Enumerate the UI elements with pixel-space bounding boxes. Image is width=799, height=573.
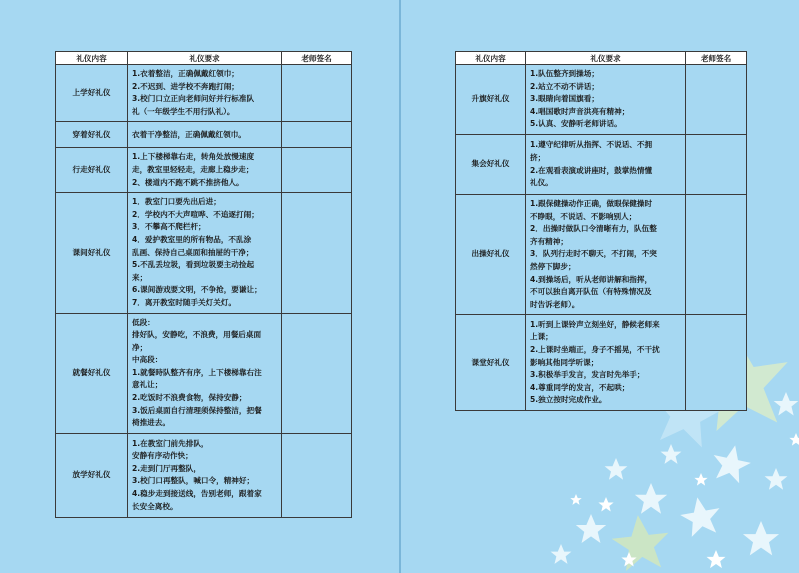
requirement-line: 影响其他同学听课； (530, 357, 599, 367)
signature-cell[interactable] (282, 433, 352, 517)
header-content: 礼仪内容 (456, 52, 526, 65)
header-content: 礼仪内容 (56, 52, 128, 65)
row-requirements (128, 65, 282, 122)
requirement-line: 安静有序动作快； (132, 451, 193, 461)
requirement-line: 时告诉老师）。 (530, 299, 580, 309)
requirement-line: 4.稳步走到接送线，告别老师，跟着家 (132, 488, 262, 498)
requirement-line: 长安全离校。 (132, 501, 178, 511)
table-row (56, 433, 352, 517)
table-row (456, 65, 747, 135)
star-icon (707, 550, 726, 568)
header-requirement: 礼仪要求 (128, 52, 282, 65)
star-icon (709, 441, 754, 484)
requirement-line: 2.在观看表演或讲座时，鼓掌热情懂 (530, 165, 653, 175)
requirement-line: 不睁眼，不说话、不影响别人； (530, 211, 637, 221)
star-icon (605, 458, 628, 480)
table-header-row (456, 52, 747, 65)
requirement-line: 净； (132, 342, 148, 352)
row-category: 集会好礼仪 (456, 135, 526, 195)
requirement-line: 2、楼道内不跑不跳不推挤他人。 (132, 177, 244, 187)
row-category: 放学好礼仪 (56, 433, 128, 517)
requirement-line: 2.上课时坐端正，身子不摇晃，不干扰 (530, 344, 660, 354)
requirement-line: 然停下脚步； (530, 261, 576, 271)
requirement-line: 礼仪。 (530, 178, 553, 188)
header-signature: 老师签名 (686, 52, 747, 65)
row-requirements (128, 148, 282, 193)
row-requirements (526, 65, 686, 135)
table-row (456, 315, 747, 411)
row-category: 升旗好礼仪 (456, 65, 526, 135)
row-category: 行走好礼仪 (56, 148, 128, 193)
requirement-line: 3．不攀高不爬栏杆； (132, 222, 206, 232)
requirement-line: 1.衣着整洁，正确佩戴红领巾； (132, 69, 239, 78)
requirement-line: 衣着干净整洁，正确佩戴红领巾。 (132, 129, 246, 139)
table-row (56, 193, 352, 313)
table-row (456, 135, 747, 195)
requirement-line: 中高段： (132, 355, 163, 365)
requirement-line: 礼（一年级学生不用行队礼）。 (132, 106, 235, 116)
row-category: 课堂好礼仪 (456, 315, 526, 411)
star-icon (765, 468, 788, 490)
requirement-line: 3.眼睛向着国旗看； (530, 94, 599, 104)
requirement-line: 乱画、保持自己桌面和抽屉的干净； (132, 247, 254, 257)
requirement-line: 4.到操场后，听从老师讲解和指挥， (530, 274, 653, 284)
header-requirement: 礼仪要求 (526, 52, 686, 65)
signature-cell[interactable] (686, 315, 747, 411)
row-requirements (526, 135, 686, 195)
requirement-line: 5.不乱丢垃圾，看到垃圾要主动捡起 (132, 260, 255, 270)
requirement-line: 2.走到门厅再整队， (132, 463, 201, 473)
requirement-line: 3.校门口立正向老师问好并行标准队 (132, 94, 255, 104)
star-icon (661, 444, 682, 464)
requirement-line: 3．队列行走时不聊天，不打闹，不突 (530, 249, 657, 259)
row-category: 课间好礼仪 (56, 193, 128, 313)
requirement-line: 4.唱国歌时声音洪亮有精神； (530, 106, 630, 116)
requirement-line: 7．离开教室时随手关灯关灯。 (132, 297, 237, 307)
requirement-line: 1.就餐時队整齐有序，上下楼梯靠右注 (132, 367, 262, 377)
requirement-line: 1.上下楼梯靠右走，转角处放慢速度 (132, 152, 255, 162)
requirement-line: 3.积极举手发言，发言时先举手； (530, 370, 645, 380)
star-icon (635, 483, 667, 514)
row-category: 上学好礼仪 (56, 65, 128, 122)
signature-cell[interactable] (282, 313, 352, 433)
star-icon (743, 521, 779, 555)
row-category: 穿着好礼仪 (56, 122, 128, 148)
requirement-line: 意礼让； (132, 380, 163, 390)
requirement-line: 1.听到上课铃声立刻坐好，静候老师来 (530, 319, 660, 329)
header-signature: 老师签名 (282, 52, 352, 65)
requirement-line: 2.站立不动不讲话； (530, 81, 599, 91)
requirement-line: 2．出操时做队口令清晰有力，队伍整 (530, 224, 657, 234)
requirement-line: 3.饭后桌面自行清理须保持整洁，把餐 (132, 405, 262, 415)
signature-cell[interactable] (686, 135, 747, 195)
table-row (56, 148, 352, 193)
requirement-line: 4．爱护教室里的所有物品，不乱涂 (132, 234, 252, 244)
row-requirements (128, 313, 282, 433)
etiquette-table-right (455, 51, 747, 411)
star-icon (789, 433, 799, 446)
requirement-line: 1.队伍整齐到操场； (530, 69, 599, 79)
requirement-line: 1.在教室门前先排队， (132, 438, 209, 448)
requirement-line: 齐有精神； (530, 236, 568, 246)
table-row (456, 195, 747, 315)
etiquette-table-left (55, 51, 352, 518)
signature-cell[interactable] (282, 122, 352, 148)
requirement-line: 不可以独自离开队伍（有特殊情况及 (530, 287, 652, 297)
row-requirements (526, 195, 686, 315)
star-icon (576, 514, 606, 543)
row-requirements (526, 315, 686, 411)
requirement-line: 2．学校内不大声喧哗、不追逐打闹； (132, 209, 259, 219)
star-icon (551, 544, 572, 564)
signature-cell[interactable] (282, 65, 352, 122)
table-header-row (56, 52, 352, 65)
table-row (56, 122, 352, 148)
signature-cell[interactable] (282, 148, 352, 193)
requirement-line: 上课； (530, 332, 553, 342)
star-icon (610, 512, 672, 572)
requirement-line: 6.课间游戏要文明，不争抢，要谦让； (132, 285, 262, 295)
row-category: 出操好礼仪 (456, 195, 526, 315)
requirement-line: 2.吃饭时不浪费食物，保持安静； (132, 393, 247, 403)
table-row (56, 313, 352, 433)
requirement-line: 5.独立按时完成作业。 (530, 395, 607, 405)
requirement-line: 挤； (530, 152, 546, 162)
requirement-line: 走，教室里轻轻走，走廊上稳步走； (132, 164, 254, 174)
requirement-line: 椅推进去。 (132, 418, 170, 428)
requirement-line: 排好队，安静吃，不浪费，用餐后桌面 (132, 330, 262, 340)
star-icon (598, 497, 613, 511)
requirement-line: 4.尊重同学的发言，不起哄； (530, 382, 630, 392)
requirement-line: 1.遵守纪律听从指挥、不说话、不拥 (530, 140, 653, 150)
requirement-line: 3.校门口再整队，喊口令，精神好； (132, 476, 255, 486)
row-category: 就餐好礼仪 (56, 313, 128, 433)
requirement-line: 来； (132, 272, 148, 282)
signature-cell[interactable] (686, 195, 747, 315)
requirement-line: 低段： (132, 317, 155, 327)
row-requirements (128, 193, 282, 313)
star-icon (694, 473, 707, 486)
star-icon (774, 392, 799, 416)
requirement-line: 1.跟保健操动作正确，做眼保健操时 (530, 199, 653, 208)
signature-cell[interactable] (686, 65, 747, 135)
signature-cell[interactable] (282, 193, 352, 313)
star-icon (678, 494, 724, 538)
requirement-line: 2.不迟到、进学校不奔跑打闹； (132, 81, 239, 91)
row-requirements (128, 433, 282, 517)
star-icon (570, 494, 581, 505)
requirement-line: 1．教室门口要先出后进； (132, 197, 221, 207)
table-row (56, 65, 352, 122)
row-requirements (128, 122, 282, 148)
requirement-line: 5.认真、安静听老师讲话。 (530, 119, 622, 129)
